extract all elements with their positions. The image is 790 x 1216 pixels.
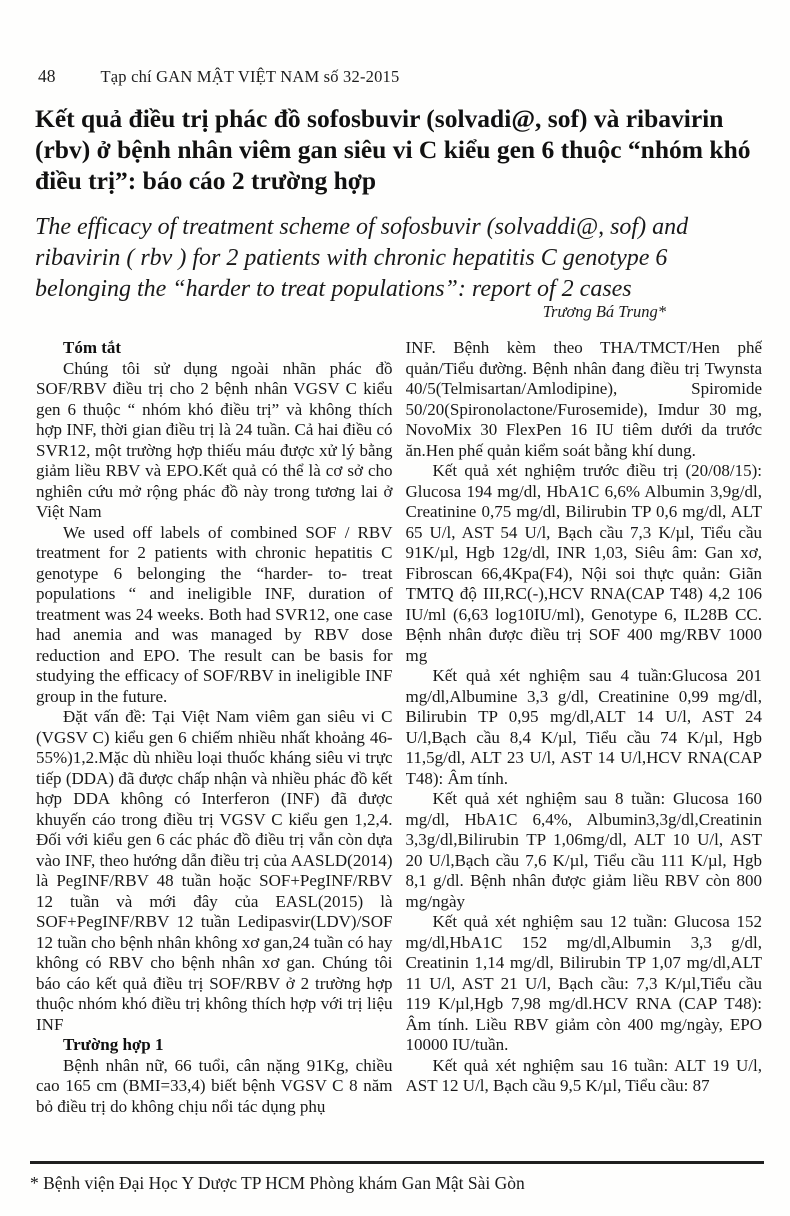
- paragraph-introduction: Đặt vấn đề: Tại Việt Nam viêm gan siêu vi C (VGSV C) kiểu gen 6 chiếm nhiều nhất khoảng 46-55%)1,2.Mặc dù nhiều loại thuốc kháng siêu vi trực tiếp (DDA) đã được chấp nhận và nhiều phác đồ kết hợp DDA không có Interferon (INF) đã được khuyến cáo trong điều trị VGSV C kiểu gen 1,2,4. Đối với kiểu gen 6 các phác đồ điều trị vẫn còn dựa vào INF, theo hướng dẫn điều trị của AASLD(2014) là PegINF/RBV 48 tuần hoặc SOF+PegINF/RBV 12 tuần và mới đây của EASL(2015) là SOF+PegINF/RBV 12 tuần Ledipasvir(LDV)/SOF 12 tuần cho bệnh nhân không xơ gan,24 tuần có hay không có RBV cho bệnh nhân xơ gan. Chúng tôi báo cáo kết quả điều trị SOF/RBV ở 2 trường hợp thuộc nhóm khó điều trị không thích hợp với trị liệu INF: [36, 707, 393, 1034]
- right-column: [406, 338, 763, 1156]
- article-body: [36, 338, 762, 1156]
- journal-name: Tạp chí GAN MẬT VIỆT NAM số 32-2015: [100, 67, 400, 86]
- page-number: 48: [38, 66, 56, 86]
- paragraph-abstract-vietnamese: Chúng tôi sử dụng ngoài nhãn phác đồ SOF/RBV điều trị cho 2 bệnh nhân VGSV C kiểu gen 6 thuộc “ nhóm khó điều trị” và không thích hợp INF, thời gian điều trị là 24 tuần. Cả hai điều có SVR12, một trường hợp thiếu máu được xử lý bằng giảm liều RBV và EPO.Kết quả có thể là cơ sở cho nghiên cứu mở rộng phác đồ này trong tương lai ở Việt Nam: [36, 358, 393, 521]
- paragraph-week-4-labs: Kết quả xét nghiệm sau 4 tuần:Glucosa 201 mg/dl,Albumine 3,3 g/dl, Creatinine 0,99 mg/dl, Bilirubin TP 0,95 mg/dl,ALT 14 U/l, AST 24 U/l,Bạch cầu 8,4 K/µl, Tiểu cầu 74 K/µl, Hgb 11,5g/dl, ALT 23 U/l, AST 14 U/l,HCV RNA(CAP T48): Âm tính.: [405, 666, 762, 788]
- footnote-affiliation: * Bệnh viện Đại Học Y Dược TP HCM Phòng khám Gan Mật Sài Gòn: [30, 1173, 525, 1193]
- left-column: [36, 338, 393, 1156]
- footnote-divider: [30, 1161, 764, 1164]
- article-title-english: The efficacy of treatment scheme of sofosbuvir (solvaddi@, sof) and ribavirin ( rbv ) for 2 patients with chronic hepatitis C genotype 6 belonging the “harder to treat populations”: report of 2 cases: [35, 214, 689, 302]
- section-heading-case-1: Trường hợp 1: [63, 1035, 164, 1054]
- author-name: Trương Bá Trung*: [542, 302, 666, 321]
- article-title-vietnamese: Kết quả điều trị phác đồ sofosbuvir (solvadi@, sof) và ribavirin (rbv) ở bệnh nhân viêm gan siêu vi C kiểu gen 6 thuộc “nhóm khó điều trị”: báo cáo 2 trường hợp: [35, 104, 751, 195]
- paragraph-abstract-english: We used off labels of combined SOF / RBV treatment for 2 patients with chronic hepatitis C genotype 6 belonging the “harder- to- treat populations “ and ineligible INF, duration of treatment was 24 weeks. Both had SVR12, one case had anemia and was managed by RBV dose reduction and EPO. The result can be basis for studying the efficacy of SOF/RBV in ineligible INF group in the future.: [36, 522, 393, 706]
- section-heading-tom-tat: Tóm tắt: [63, 338, 122, 357]
- paragraph-baseline-labs: Kết quả xét nghiệm trước điều trị (20/08/15): Glucosa 194 mg/dl, HbA1C 6,6% Albumin 3,9g/dl, Creatinine 0,75 mg/dl, Bilirubin TP 0,6 mg/dl, ALT 65 U/l, AST 54 U/l, Bạch cầu 7,3 K/µl, Tiểu cầu 91K/µl, Hgb 12g/dl, INR 1,03, Siêu âm: Gan xơ, Fibroscan 66,4Kpa(F4), Nội soi thực quản: Giãn TMTQ độ III,RC(-),HCV RNA(CAP T48) 4,2 106 IU/ml (6,63 log10IU/ml), Genotype 6, IL28B CC. Bệnh nhân được điều trị SOF 400 mg/RBV 1000 mg: [405, 461, 762, 665]
- running-head: [38, 66, 760, 87]
- paragraph-case-1-start: Bệnh nhân nữ, 66 tuổi, cân nặng 91Kg, chiều cao 165 cm (BMI=33,4) biết bệnh VGSV C 8 năm bỏ điều trị do không chịu nổi tác dụng phụ: [36, 1055, 393, 1116]
- paragraph-week-12-labs: Kết quả xét nghiệm sau 12 tuần: Glucosa 152 mg/dl,HbA1C 152 mg/dl,Albumin 3,3 g/dl, Creatinin 1,14 mg/dl, Bilirubin TP 1,07 mg/dl,ALT 11 U/l, AST 21 U/l, Bạch cầu: 7,3 K/µl,Tiểu cầu 119 K/µl,Hgb 7,98 mg/dl.HCV RNA (CAP T48): Âm tính. Liều RBV giảm còn 400 mg/ngày, EPO 10000 IU/tuần.: [405, 912, 762, 1054]
- paragraph-week-16-labs: Kết quả xét nghiệm sau 16 tuần: ALT 19 U/l, AST 12 U/l, Bạch cầu 9,5 K/µl, Tiểu cầu: 87: [405, 1055, 762, 1095]
- paragraph-week-8-labs: Kết quả xét nghiệm sau 8 tuần: Glucosa 160 mg/dl, HbA1C 6,4%, Albumin3,3g/dl,Creatinin 3,3g/dl,Bilirubin TP 1,06mg/dl, ALT 10 U/l, AST 20 U/l,Bạch cầu 7,6 K/µl, Tiểu cầu 111 K/µl, Hgb 8,1 g/dl. Bệnh nhân được giảm liều RBV còn 800 mg/ngày: [405, 789, 762, 911]
- paragraph-case-1-continuation: INF. Bệnh kèm theo THA/TMCT/Hen phế quản/Tiểu đường. Bệnh nhân đang điều trị Twynsta 40/5(Telmisartan/Amlodipine), Spiromide 50/20(Spironolactone/Furosemide), Imdur 30 mg, NovoMix 30 FlexPen 16 IU tiêm dưới da trước ăn.Hen phế quản kiểm soát bằng khí dung.: [405, 338, 762, 460]
